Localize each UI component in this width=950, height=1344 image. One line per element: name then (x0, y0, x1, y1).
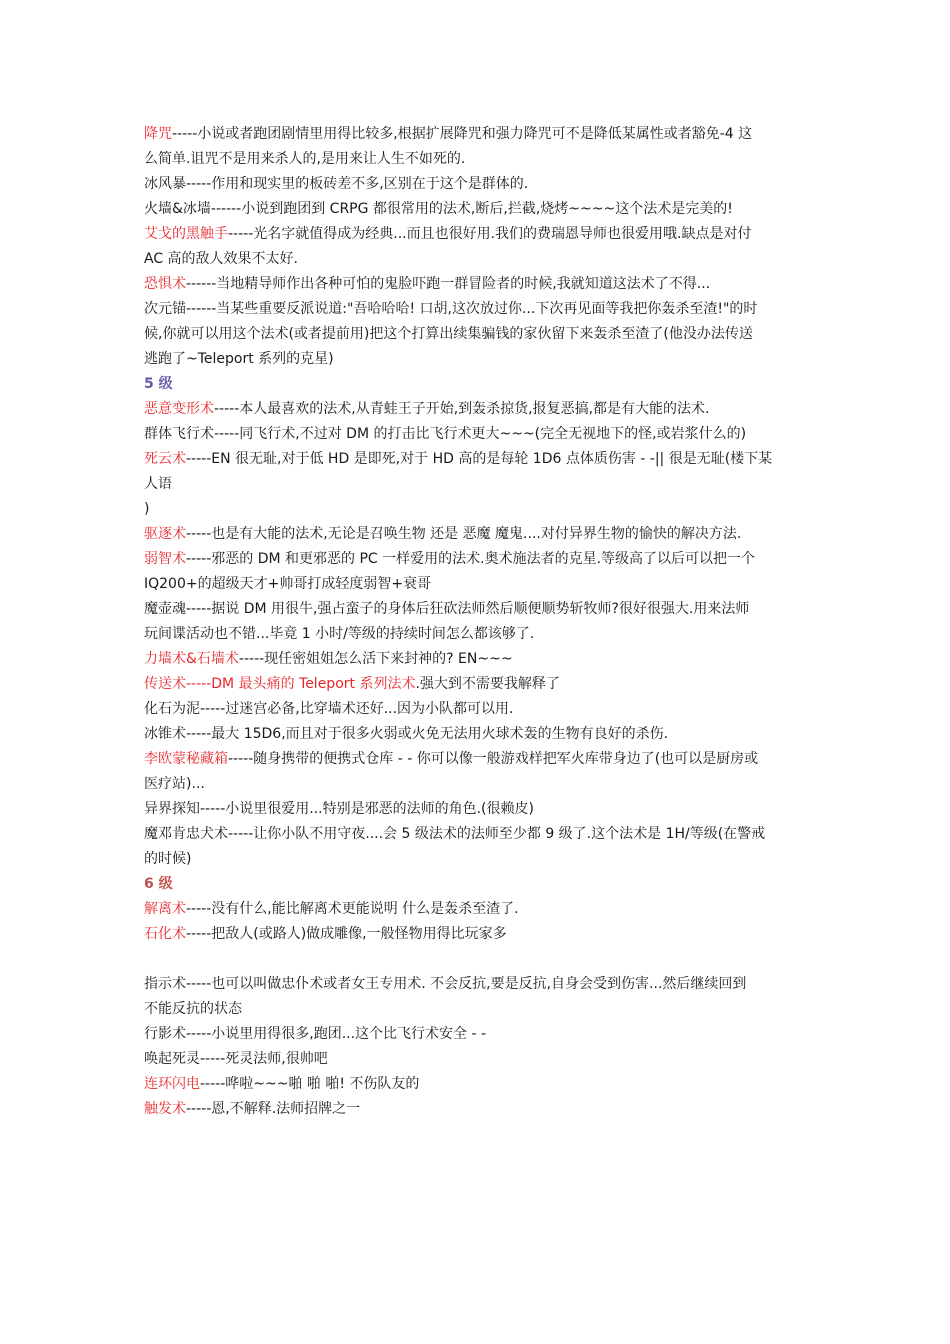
spell-desc: 不能反抗的状态 (144, 1001, 242, 1017)
spell-desc: 玩间谍活动也不错...毕竟 1 小时/等级的持续时间怎么都该够了. (144, 626, 535, 642)
spell-desc: -----现任密姐姐怎么活下来封神的? EN~~~ (238, 651, 513, 667)
spell-desc: -----小说或者跑团剧情里用得比较多,根据扩展降咒和强力降咒可不是降低某属性或者豁免-4 这 (172, 126, 753, 142)
entry-magic-jar (144, 597, 808, 622)
spell-desc: -----作用和现实里的板砖差不多,区别在于这个是群体的. (186, 176, 529, 192)
spell-desc: 的时候) (144, 851, 192, 867)
entry-faithful-hound-cont (144, 847, 808, 872)
spell-desc: ------小说到跑团到 CRPG 都很常用的法术,断后,拦截,烧烤~~~~这个法术是完美的! (210, 201, 733, 217)
entry-dismissal (144, 522, 808, 547)
spell-name: 化石为泥 (144, 701, 200, 717)
entry-walls (144, 197, 808, 222)
spell-desc: -----让你小队不用守夜....会 5 级法术的法师至少都 9 级了.这个法术是 1H/等级(在警戒 (228, 826, 766, 842)
spell-desc: -----过迷宫必备,比穿墙术还好...因为小队都可以用. (200, 701, 514, 717)
level-5-heading: 5 级 (144, 376, 173, 392)
spell-name: 火墙&冰墙 (144, 201, 211, 217)
spell-desc: ------当地精导师作出各种可怕的鬼脸吓跑一群冒险者的时候,我就知道这法术了不得... (186, 276, 711, 292)
entry-ice-storm (144, 172, 808, 197)
spell-name: 死云术 (144, 451, 186, 467)
document-page (144, 122, 808, 1122)
spell-name: 李欧蒙秘藏箱 (144, 751, 228, 767)
spell-name: 冰锥术 (144, 726, 186, 742)
spell-name: 驱逐术 (144, 526, 186, 542)
spell-name: 恶意变形术 (144, 401, 214, 417)
entry-cloudkill-cont2 (144, 497, 808, 522)
spell-name: 异界探知 (144, 801, 200, 817)
entry-dimensional-anchor-cont2 (144, 347, 808, 372)
spell-desc: ) (144, 501, 150, 517)
entry-black-tentacles-cont (144, 247, 808, 272)
entry-mass-fly (144, 422, 808, 447)
entry-flesh-to-stone (144, 922, 808, 947)
spell-desc: -----哗啦~~~啪 啪 啪! 不伤队友的 (200, 1076, 420, 1092)
spell-name: 魔壶魂 (144, 601, 186, 617)
spell-name-tail: -----DM 最头痛的 Teleport 系列法术 (186, 676, 416, 692)
spell-desc: .强大到不需要我解释了 (415, 676, 560, 692)
spell-desc: -----随身携带的便携式仓库 - - 你可以像一般游戏样把军火库带身边了(也可以是厨房或 (228, 751, 759, 767)
entry-cloudkill-cont (144, 472, 808, 497)
spell-desc: -----没有什么,能比解离术更能说明 什么是轰杀至渣了. (186, 901, 519, 917)
spell-desc: -----也可以叫做忠仆术或者女王专用术. 不会反抗,要是反抗,自身会受到伤害...然后继续回到 (186, 976, 747, 992)
spell-name: 降咒 (144, 126, 172, 142)
entry-contingency (144, 1097, 808, 1122)
spell-name: 弱智术 (144, 551, 186, 567)
spell-name: 解离术 (144, 901, 186, 917)
entry-feeblemind (144, 547, 808, 572)
spell-desc: 么简单.诅咒不是用来杀人的,是用来让人生不如死的. (144, 151, 466, 167)
spell-name: 行影术 (144, 1026, 186, 1042)
spell-desc: -----光名字就值得成为经典...而且也很好用.我们的费瑞恩导师也很爱用哦.缺点是对付 (228, 226, 752, 242)
entry-dimensional-anchor-cont (144, 322, 808, 347)
spell-desc: 逃跑了~Teleport 系列的克星) (144, 351, 334, 367)
spell-name: 次元锚 (144, 301, 186, 317)
entry-transmute-rock-to-mud (144, 697, 808, 722)
level-6-heading: 6 级 (144, 876, 173, 892)
entry-magic-jar-cont (144, 622, 808, 647)
spell-desc: 人语 (144, 476, 172, 492)
spell-desc: 医疗站)... (144, 776, 205, 792)
spell-desc: -----小说里很爱用...特别是邪恶的法师的角色.(很赖皮) (200, 801, 534, 817)
entry-secret-chest (144, 747, 808, 772)
spell-name: 触发术 (144, 1101, 186, 1117)
spell-desc: ------当某些重要反派说道:"吾哈哈哈! 口胡,这次放过你...下次再见面等我把你轰杀至渣!"的时 (186, 301, 758, 317)
entry-secret-chest-cont (144, 772, 808, 797)
entry-feeblemind-cont (144, 572, 808, 597)
entry-baleful-polymorph (144, 397, 808, 422)
spell-name: 连环闪电 (144, 1076, 200, 1092)
entry-black-tentacles (144, 222, 808, 247)
entry-faithful-hound (144, 822, 808, 847)
entry-curse (144, 122, 808, 147)
entry-geas-cont (144, 997, 808, 1022)
spell-desc: -----把敌人(或路人)做成雕像,一般怪物用得比玩家多 (186, 926, 507, 942)
spell-name: 群体飞行术 (144, 426, 214, 442)
entry-geas (144, 972, 808, 997)
entry-contact-other-plane (144, 797, 808, 822)
spell-name: 唤起死灵 (144, 1051, 200, 1067)
entry-create-undead (144, 1047, 808, 1072)
entry-dimensional-anchor (144, 297, 808, 322)
entry-disintegrate (144, 897, 808, 922)
spell-desc: -----也是有大能的法术,无论是召唤生物 还是 恶魔 魔鬼....对付异界生物的愉快的解决方法. (186, 526, 742, 542)
spell-desc: -----同飞行术,不过对 DM 的打击比飞行术更大~~~(完全无视地下的怪,或岩浆什么的) (214, 426, 747, 442)
spell-name: 冰风暴 (144, 176, 186, 192)
spell-desc: 候,你就可以用这个法术(或者提前用)把这个打算出续集骗钱的家伙留下来轰杀至渣了(他没办法传送 (144, 326, 753, 342)
entry-cone-of-cold (144, 722, 808, 747)
spell-desc: -----本人最喜欢的法术,从青蛙王子开始,到轰杀掠货,报复恶搞,都是有大能的法术. (214, 401, 710, 417)
spell-desc: -----最大 15D6,而且对于很多火弱或火免无法用火球术轰的生物有良好的杀伤. (186, 726, 669, 742)
entry-fear (144, 272, 808, 297)
spell-desc: -----小说里用得很多,跑团...这个比飞行术安全 - - (186, 1026, 487, 1042)
spell-name: 魔邓肯忠犬术 (144, 826, 228, 842)
spell-name: 艾戈的黑触手 (144, 226, 228, 242)
spell-name: 恐惧术 (144, 276, 186, 292)
spell-desc: -----EN 很无耻,对于低 HD 是即死,对于 HD 高的是每轮 1D6 点体质伤害 - -|| 很是无耻(楼下某 (186, 451, 773, 467)
spell-desc: -----据说 DM 用很牛,强占蛮子的身体后狂砍法师然后顺便顺势斩牧师?很好很强大.用来法师 (186, 601, 750, 617)
spell-name: 指示术 (144, 976, 186, 992)
spell-name: 石化术 (144, 926, 186, 942)
spell-desc: -----死灵法师,很帅吧 (200, 1051, 328, 1067)
entry-wall-of-force-stone (144, 647, 808, 672)
spell-desc: IQ200+的超级天才+帅哥打成轻度弱智+衰哥 (144, 576, 432, 592)
entry-curse-cont (144, 147, 808, 172)
entry-cloudkill (144, 447, 808, 472)
spell-desc: -----邪恶的 DM 和更邪恶的 PC 一样爱用的法术.奥术施法者的克星.等级高了以后可以把一个 (186, 551, 756, 567)
entry-shadow-walk (144, 1022, 808, 1047)
entry-chain-lightning (144, 1072, 808, 1097)
blank-line (144, 947, 808, 972)
spell-name: 传送术 (144, 676, 186, 692)
spell-desc: -----恩,不解释.法师招牌之一 (186, 1101, 361, 1117)
entry-teleport (144, 672, 808, 697)
spell-desc: AC 高的敌人效果不太好. (144, 251, 299, 267)
spell-name: 力墙术&石墙术 (144, 651, 239, 667)
